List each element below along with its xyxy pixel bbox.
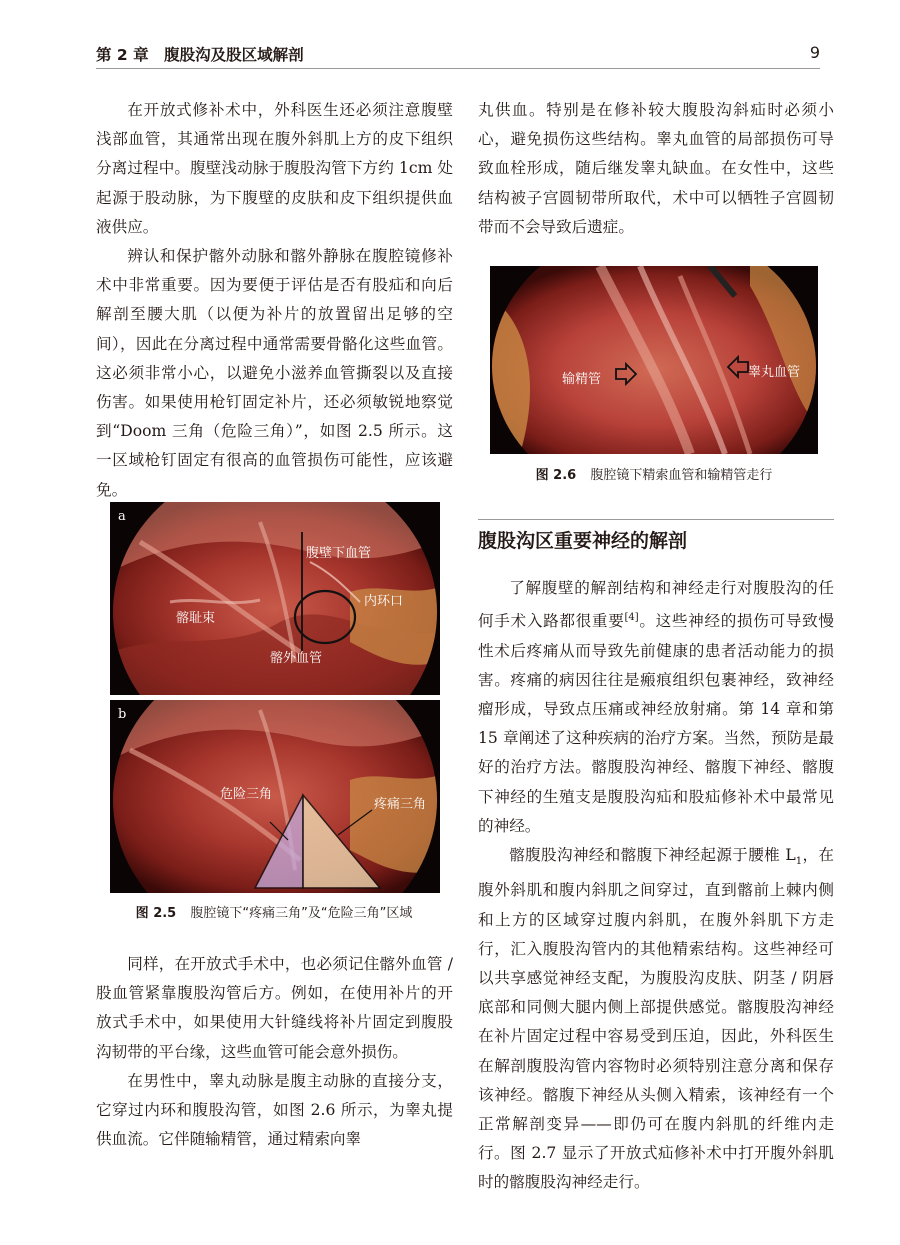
paragraph: 在开放式修补术中，外科医生还必须注意腹壁浅部血管，其通常出现在腹外斜肌上方的皮下组织分离过程中。腹壁浅动脉于腹股沟管下方约 1cm 处起源于股动脉，为下腹壁的皮肤和皮下组织提供血液供应。 — [96, 101, 453, 236]
citation: [4] — [624, 612, 639, 624]
image-label: 睾丸血管 — [748, 365, 801, 380]
caption-number: 图 2.5 — [135, 906, 177, 921]
image-label: 髂耻束 — [176, 611, 216, 626]
paragraph: 同样，在开放式手术中，也必须记住髂外血管 / 股血管紧靠腹股沟管后方。例如，在使用补片的开放式手术中，如果使用大针缝线将补片固定到腹股沟韧带的平台缘，这些血管可能会意外损伤。 — [96, 955, 453, 1061]
figure-2-6-caption — [488, 464, 820, 483]
paragraph-text: 髂腹股沟神经和髂腹下神经起源于腰椎 L — [509, 846, 796, 865]
left-column-bottom — [96, 950, 453, 1154]
panel-letter-a: a — [118, 509, 126, 524]
subscript: 1 — [795, 856, 803, 868]
image-label: 内环口 — [364, 594, 404, 609]
paragraph: 在男性中，睾丸动脉是腹主动脉的直接分支，它穿过内环和腹股沟管，如图 2.6 所示，为睾丸提供血流。它伴随输精管，通过精索向睾 — [96, 1071, 453, 1149]
section-divider — [478, 519, 834, 520]
panel-letter-b: b — [118, 707, 127, 722]
figure-2-5-panel-b — [110, 700, 440, 893]
running-header — [96, 38, 820, 69]
page-number: 9 — [809, 43, 820, 62]
image-label: 腹壁下血管 — [306, 546, 372, 561]
paragraph — [478, 574, 834, 841]
image-label: 输精管 — [562, 372, 602, 387]
laparoscopic-image-cord — [490, 266, 818, 454]
laparoscopic-image-b — [110, 700, 440, 893]
image-label: 髂外血管 — [270, 651, 323, 666]
paragraph-text: 了解腹壁的解剖结构和神经走行对腹股沟的任何手术入路都很重要 — [478, 579, 834, 631]
figure-2-5-panel-a — [110, 502, 440, 695]
caption-number: 图 2.6 — [535, 468, 577, 483]
figure-2-5-caption — [108, 902, 440, 921]
section-title: 腹股沟区重要神经的解剖 — [478, 530, 688, 552]
caption-text: 腹腔镜下精索血管和输精管走行 — [590, 468, 773, 483]
image-label: 危险三角 — [220, 787, 273, 802]
right-column-bottom — [478, 574, 834, 1198]
figure-2-6-image — [490, 266, 818, 454]
paragraph — [478, 841, 834, 1198]
paragraph: 丸供血。特别是在修补较大腹股沟斜疝时必须小心，避免损伤这些结构。睾丸血管的局部损伤可导致血栓形成，随后继发睾丸缺血。在女性中，这些结构被子宫圆韧带所取代，术中可以牺牲子宫圆韧带而不会导致后遗症。 — [478, 101, 834, 236]
left-column-top — [96, 96, 453, 505]
caption-text: 腹腔镜下“疼痛三角”及“危险三角”区域 — [190, 906, 413, 921]
paragraph-text: 。这些神经的损伤可导致慢性术后疼痛从而导致先前健康的患者活动能力的损害。疼痛的病因往往是瘢痕组织包裹神经，致神经瘤形成，导致点压痛或神经放射痛。第 14 章和第 15 章阐述了这种疾病的治疗方案。当然，预防是最好的治疗方法。髂腹股沟神经、髂腹下神经、髂腹下神经的生殖支是腹股沟疝和股疝修补术中最常见的神经。 — [478, 612, 834, 835]
right-column-top — [478, 96, 834, 242]
figure-2-6 — [488, 266, 820, 488]
chapter-title: 第 2 章 腹股沟及股区域解剖 — [96, 46, 304, 64]
image-label: 疼痛三角 — [374, 797, 427, 812]
paragraph: 辨认和保护髂外动脉和髂外静脉在腹腔镜修补术中非常重要。因为要便于评估是否有股疝和向后解剖至腰大肌（以便为补片的放置留出足够的空间），因此在分离过程中通常需要骨骼化这些血管。这必须非常小心，以避免小滋养血管撕裂以及直接伤害。如果使用枪钉固定补片，还必须敏锐地察觉到“Doom 三角（危险三角）”，如图 2.5 所示。这一区域枪钉固定有很高的血管损伤可能性，应该避免。 — [96, 247, 453, 499]
laparoscopic-image-a — [110, 502, 440, 695]
figure-2-5 — [108, 502, 440, 922]
paragraph-text: ，在腹外斜肌和腹内斜肌之间穿过，直到髂前上棘内侧和上方的区域穿过腹内斜肌，在腹外斜肌下方走行，汇入腹股沟管内的其他精索结构。这些神经可以共享感觉神经支配，为腹股沟皮肤、阴茎 / 阴唇底部和同侧大腿内侧上部提供感觉。髂腹股沟神经在补片固定过程中容易受到压迫，因此，外科医生在解剖腹股沟管内容物时必须特别注意分离和保存该神经。髂腹下神经从头侧入精索，该神经有一个正常解剖变异——即仍可在腹内斜肌的纤维内走行。图 2.7 显示了开放式疝修补术中打开腹外斜肌时的髂腹股沟神经走行。 — [478, 846, 834, 1192]
